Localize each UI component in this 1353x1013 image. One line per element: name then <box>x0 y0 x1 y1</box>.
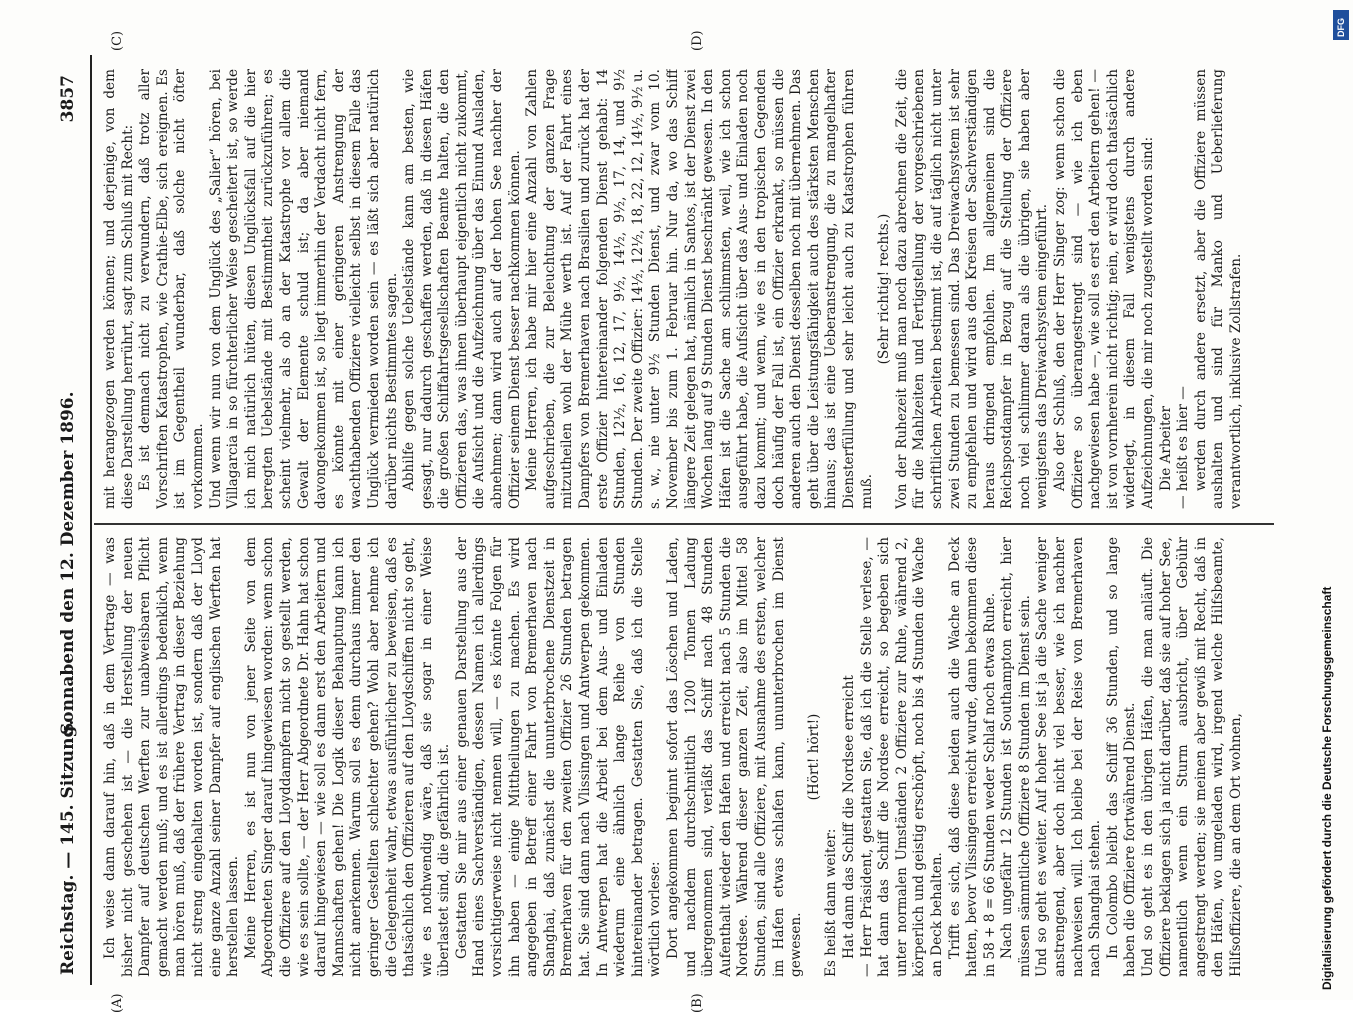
digitization-credit-text: Digitalisierung gefördert durch die Deutsche Forschungsgemeinschaft <box>1320 586 1334 990</box>
paragraph: Ich weise dann darauf hin, daß in dem Vertrage — was bisher nicht geschehen ist — die Herstellung der neuen Dampfer auf deutschen Werften zur unabweisbaren Pflicht gemacht werden muß; und es ist allerdings bedenklich, wenn man hören muß, daß der frühere Vertrag in dieser Beziehung nicht streng eingehalten worden ist, sondern daß der Lloyd eine ganze Anzahl seiner Dampfer auf englischen Werften hat herstellen lassen. <box>102 537 242 977</box>
paragraph: Meine Herren, es ist nun von jener Seite von dem Abgeordneten Singer darauf hingewiesen worden: wenn schon die Offiziere auf den Lloyddampfern nicht so gestellt werden, wie es sein sollte, — der Herr Abgeordnete Dr. Hahn hat schon darauf hingewiesen — wie soll es dann erst den Arbeitern und Mannschaften gehen! Die Logik dieser Behauptung kann ich nicht anerkennen. Warum soll es denn durchaus immer den geringer Gestellten schlechter gehen? Wohl aber nehme ich die Gelegenheit wahr, etwas ausführlicher zu beweisen, daß es thatsächlich den Offizieren auf den Lloydschiffen nicht so geht, wie es nothwendig wäre, daß sie sogar in einer Weise überlastet sind, die gefährlich ist. <box>242 537 453 977</box>
paragraph: — Herr Präsident, gestatten Sie, daß ich die Stelle verlese, — hat dann das Schiff die Nordsee erreicht, so begeben sich unter normalen Umständen 2 Offiziere zur Ruhe, während 2, körperlich und geistig erschöpft, noch bis 4 Stunden die Wache an Deck behalten. <box>858 537 945 977</box>
paragraph: Von der Ruhezeit muß man noch dazu abrechnen die Zeit, die für die Mahlzeiten und Fertigstellung der vorgeschriebenen schriftlichen Arbeiten bestimmt ist, die auf täglich nicht unter zwei Stunden zu bemessen sind. Das Dreiwachsystem ist sehr zu empfehlen und wird aus den Kreisen der Sachverständigen heraus dringend empfohlen. Im allgemeinen sind die Reichspostdampfer in Bezug auf die Stellung der Offiziere noch viel schlimmer daran als die übrigen, sie haben aber wenigstens das Dreiwachsystem eingeführt. <box>893 69 1051 509</box>
paragraph: Es heißt dann weiter: <box>823 828 840 977</box>
header-date: Sonnabend den 12. Dezember 1896. <box>58 391 78 735</box>
paragraph: Und so geht es weiter. Auf hoher See ist ja die Sache weniger anstrengend, aber doch nicht viel besser, wie ich nachher nachweisen will. Ich bleibe bei der Reise von Bremerhaven nach Shanghai stehen. <box>1034 537 1104 977</box>
left-column <box>102 537 1272 977</box>
paragraph: Und so geht es in den übrigen Häfen, die man anläuft. Die Offiziere beklagen sich ja nicht darüber, daß sie auf hoher See, namentlich wenn ein Sturm ausbricht, über Gebühr angestrengt werden; sie meinen aber gewiß mit Recht, daß in den Häfen, wo umgeladen wird, irgend welche Hilfsbeamte, Hilfsoffiziere, die an dem Ort wohnen, <box>1140 537 1244 977</box>
paragraph: mit herangezogen werden können; und derjenige, von dem diese Darstellung herrührt, sagt zum Schluß mit Recht: <box>102 69 136 509</box>
quoted-paragraph: Nach ungefähr 12 Stunden ist Southampton erreicht, hier müssen sämmtliche Offiziere 8 Stunden im Dienst sein. <box>999 537 1033 977</box>
interjection: (Sehr richtig! rechts.) <box>876 213 893 365</box>
right-column <box>102 69 1272 509</box>
digitization-credit <box>1320 10 1340 990</box>
quoted-paragraph: werden durch andere ersetzt, aber die Offiziere müssen aushalten und sind für Manko und Ueberlieferung verantwortlich, inklusive Zollstrafen. <box>1192 69 1244 509</box>
paragraph: — heißt es hier — <box>1175 386 1192 509</box>
column-divider <box>94 523 1274 525</box>
dfg-logo <box>1333 10 1349 40</box>
quoted-paragraph: Hat dann das Schiff die Nordsee erreicht <box>840 675 857 959</box>
margin-marker-b: (B) <box>690 993 705 1013</box>
margin-marker-d: (D) <box>690 30 705 51</box>
quoted-paragraph: Die Arbeiter <box>1157 405 1174 491</box>
running-header <box>50 55 90 985</box>
quoted-paragraph: Dort angekommen beginnt sofort das Löschen und Laden, und nachdem durchschnittlich 1200 Tonnen Ladung übergenommen sind, verläßt das Schiff nach 48 Stunden Aufenthalt wieder den Hafen und erreicht nach 5 Stunden die Nordsee. Während dieser ganzen Zeit, also im Mittel 58 Stunden, sind alle Offiziere, mit Ausnahme des ersten, welcher im Hafen etwas schlafen kann, ununterbrochen im Dienst gewesen. <box>665 537 805 977</box>
paragraph: Also der Schluß, den der Herr Singer zog: wenn schon die Offiziere so überangestrengt sind — wie ich eben nachgewiesen habe —, wie soll es erst den Arbeitern gehen! — ist von vornherein nicht richtig; nein, er wird doch thatsächlich widerlegt, in diesem Fall wenigstens durch andere Aufzeichnungen, die mir noch zugestellt worden sind: <box>1052 69 1157 509</box>
paragraph: Und wenn wir nun von dem Unglück des „Salier“ hören, bei Villagarcia in so fürchterlicher Weise gescheitert ist, so werde ich mich natürlich hüten, diesen Unglücksfall auf die hier beregten Uebelstände mit Bestimmtheit zurückzuführen; es scheint vielmehr, als ob an der Katastrophe vor allem die Gewalt der Elemente schuld ist; da aber niemand davongekommen ist, so liegt immerhin der Verdacht nicht fern, es könnte mit einer geringeren Anstrengung der wachthabenden Offiziere vielleicht selbst in diesem Falle das Unglück vermieden worden sein — es läßt sich aber natürlich darüber nichts Bestimmtes sagen. <box>207 69 400 509</box>
paragraph: Abhilfe gegen solche Uebelstände kann am besten, wie gesagt, nur dadurch geschaffen werden, daß in diesen Häfen die großen Schiffahrtsgesellschaften Beamte halten, die den Offizieren das, was ihnen überhaupt eigentlich nicht zukommt, die Aufsicht und die Aufzeichnung über das Einund Ausladen, abnehmen; dann wird auch auf der hohen See nachher der Offizier seinem Dienst besser nachkommen können. <box>401 69 523 509</box>
quoted-paragraph: Es ist demnach nicht zu verwundern, daß trotz aller Vorschriften Katastrophen, wie Crathie-Elbe, sich ereignen. Es ist im Gegentheil wunderbar, daß solche nicht öfter vorkommen. <box>137 69 206 509</box>
interjection: (Hört! hört!) <box>805 713 822 801</box>
page-number: 3857 <box>58 75 78 123</box>
margin-marker-c: (C) <box>110 30 125 51</box>
header-session: Reichstag. — 145. Sitzung. <box>58 719 78 975</box>
quoted-paragraph: In Colombo bleibt das Schiff 36 Stunden, und so lange haben die Offiziere fortwährend Dienst. <box>1104 537 1139 977</box>
paragraph: Meine Herren, ich habe mir hier eine Anzahl von Zahlen aufgeschrieben, die zur Beleuchtung der ganzen Frage mitzutheilen wohl der Mühe werth ist. Auf der Fahrt eines Dampfers von Bremerhaven nach Brasilien und zurück hat der erste Offizier hintereinander folgenden Dienst gehabt: 14 Stunden, 12½, 16, 12, 17, 9½, 14½, 9½, 17, 14, und 9½ Stunden. Der zweite Offizier: 14½, 12½, 18, 22, 12, 14½, 9½ u. s. w., nie unter 9½ Stunden Dienst, und zwar vom 10. November bis zum 1. Februar hin. Nur da, wo das Schiff längere Zeit gelegen hat, nämlich in Santos, ist der Dienst zwei Wochen lang auf 9 Stunden Dienst beschränkt gewesen. In den Häfen ist die Sache am schlimmsten, weil, wie ich schon ausgeführt habe, die Aufsicht über das Aus- und Einladen noch dazu kommt; und wenn, wie es in den tropischen Gegenden doch häufig der Fall ist, ein Offizier erkrankt, so müssen die anderen auch den Dienst desselben noch mit übernehmen. Das geht über die Leistungsfähigkeit auch des stärksten Menschen hinaus; das ist eine Ueberanstrengung, die zu mangelhafter Diensterfüllung und sehr leicht auch zu Katastrophen führen muß. <box>524 69 875 509</box>
rotated-print-page <box>50 30 1280 1013</box>
dfg-logo-text: DFG <box>1336 18 1346 37</box>
margin-marker-a: (A) <box>110 993 125 1013</box>
header-rule <box>90 55 92 985</box>
paragraph: Gestatten Sie mir aus einer genauen Darstellung aus der Hand eines Sachverständigen, dessen Namen ich allerdings vorsichtigerweise nicht nennen will, — es könnte Folgen für ihn haben — einige Mittheilungen zu machen. Es wird angegeben in Betreff einer Fahrt von Bremerhaven nach Shanghai, daß zunächst die ununterbrochene Dienstzeit in Bremerhaven für den zweiten Offizier 26 Stunden betragen hat. Sie sind dann nach Vlissingen und Antwerpen gekommen. In Antwerpen hat die Arbeit bei dem Aus- und Einladen wiederum eine ähnlich lange Reihe von Stunden hintereinander betragen. Gestatten Sie, daß ich die Stelle wörtlich vorlese: <box>453 537 664 977</box>
quoted-paragraph: Trifft es sich, daß diese beiden auch die Wache an Deck hatten, bevor Vlissingen erreicht wurde, dann bekommen diese in 58 + 8 = 66 Stunden weder Schlaf noch etwas Ruhe. <box>946 537 998 977</box>
